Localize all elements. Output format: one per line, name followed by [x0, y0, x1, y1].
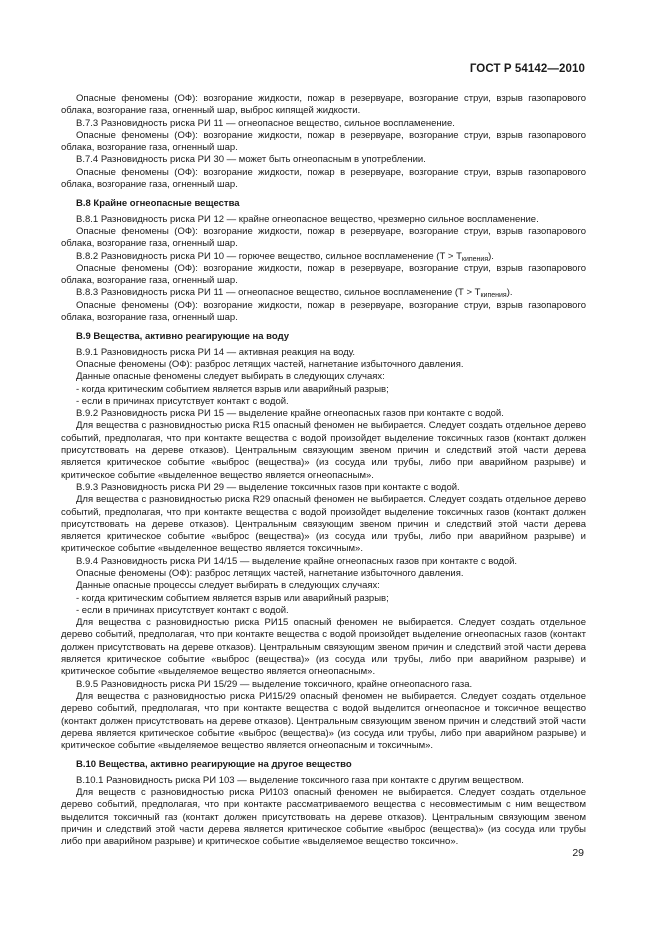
paragraph: В.9.4 Разновидность риска РИ 14/15 — выделение крайне огнеопасных газов при контакте с водой.: [76, 555, 518, 567]
paragraph: В.8.1 Разновидность риска РИ 12 — крайне огнеопасное вещество, чрезмерно сильное воспламенение.: [76, 213, 539, 225]
section-heading: В.9 Вещества, активно реагирующие на воду: [76, 331, 290, 343]
paragraph: Опасные феномены (ОФ): возгорание жидкости, пожар в резервуаре, возгорание струи, взрыв газопарового облака, возгорание газа, огненный шар.: [61, 262, 586, 287]
subscript: кипения: [461, 255, 489, 263]
paragraph: В.9.5 Разновидность риска РИ 15/29 — выделение токсичного, крайне огнеопасного газа.: [76, 678, 473, 690]
paragraph: - если в причинах присутствует контакт с водой.: [76, 395, 289, 407]
paragraph: Опасные феномены (ОФ): разброс летящих частей, нагнетание избыточного давления.: [76, 358, 464, 370]
paragraph: Для веществ с разновидностью риска РИ103 опасный феномен не выбирается. Следует создать отдельное дерево событий, предполагая, что при контакте рассматриваемого вещества с несовместимым с ним веществом выделится токсичный газ (контакт должен присутствовать на дереве отказов). Центральным связующим звеном причин и следствий этой части дерева является критическое событие «выброс (вещества)» (из сосуда или трубы либо при аварийном разрыве) и критическое событие «выделяемое вещество токсично».: [61, 787, 586, 848]
paragraph: Для вещества с разновидностью риска R29 опасный феномен не выбирается. Следует создать отдельное дерево событий, предполагая, что при контакте вещества с водой произойдет выделение токсичных газов (контакт должен присутствовать на дереве отказов). Центральным связующим звеном причин и следствий этой части дерева является критическое событие «выброс (вещества)» (из сосуда или трубы, либо при аварийном разрыве) и критическое событие «выделенное вещество является токсичным».: [61, 494, 586, 555]
section-heading: В.8 Крайне огнеопасные вещества: [76, 198, 240, 210]
paragraph: В.8.3 Разновидность риска РИ 11 — огнеопасное вещество, сильное воспламенение $(Т > Т_{кипения})$.: [76, 287, 513, 300]
paragraph: Опасные феномены (ОФ): разброс летящих частей, нагнетание избыточного давления.: [76, 567, 464, 579]
paragraph: В.9.2 Разновидность риска РИ 15 — выделение крайне огнеопасных газов при контакте с водой.: [76, 408, 504, 420]
paragraph: В.10.1 Разновидность риска РИ 103 — выделение токсичного газа при контакте с другим веществом.: [76, 774, 524, 786]
paragraph: Опасные феномены (ОФ): возгорание жидкости, пожар в резервуаре, возгорание струи, взрыв газопарового облака, возгорание газа, огненный шар, выброс кипящей жидкости.: [61, 93, 586, 117]
paragraph: Опасные феномены (ОФ): возгорание жидкости, пожар в резервуаре, возгорание струи, взрыв газопарового облака, возгорание газа, огненный шар.: [61, 129, 586, 154]
subscript: кипения: [480, 292, 507, 300]
paragraph: В.7.3 Разновидность риска РИ 11 — огнеопасное вещество, сильное воспламенение.: [76, 117, 455, 129]
paragraph: В.7.4 Разновидность риска РИ 30 — может быть огнеопасным в употреблении.: [76, 154, 426, 166]
document-body: [61, 93, 586, 849]
paragraph: Данные опасные процессы следует выбирать в следующих случаях:: [76, 580, 380, 592]
paragraph: В.9.1 Разновидность риска РИ 14 — активная реакция на воду.: [76, 346, 356, 358]
paragraph: В.9.3 Разновидность риска РИ 29 — выделение токсичных газов при контакте с водой.: [76, 481, 460, 493]
paragraph: Для вещества с разновидностью риска R15 опасный феномен не выбирается. Следует создать отдельное дерево событий, предполагая, что при контакте вещества с водой произойдет выделение токсичных газов (контакт должен присутствовать на дереве отказов). Центральным связующим звеном причин и следствий этой части дерева является критическое событие «выброс (вещества)» (из сосуда или трубы, либо при аварийном разрыве) и критическое событие «выделенное вещество является огнеопасным».: [61, 420, 586, 481]
paragraph: Опасные феномены (ОФ): возгорание жидкости, пожар в резервуаре, возгорание струи, взрыв газопарового облака, возгорание газа, огненный шар.: [61, 166, 586, 191]
paragraph: Для вещества с разновидностью риска РИ15 опасный феномен не выбирается. Следует создать отдельное дерево событий, предполагая, что при контакте вещества с водой произойдет выделение огнеопасных газов (контакт должен присутствовать на дереве отказов). Центральным связующим звеном причин и следствий этой части дерева является критическое событие «выброс (вещества)» (из сосуда или трубы, либо при аварийном разрыве) и критическое событие «выделяемое вещество является огнеопасным».: [61, 617, 586, 678]
standard-header: ГОСТ Р 54142—2010: [469, 63, 585, 75]
paragraph: - если в причинах присутствует контакт с водой.: [76, 604, 289, 616]
page-number: 29: [572, 847, 584, 859]
paragraph: В.8.2 Разновидность риска РИ 10 — горючее вещество, сильное воспламенение $(Т > Т_{кипения})$.: [76, 250, 494, 263]
section-heading: В.10 Вещества, активно реагирующие на другое вещество: [76, 759, 352, 771]
paragraph: - когда критическим событием является взрыв или аварийный разрыв;: [76, 592, 389, 604]
paragraph: - когда критическим событием является взрыв или аварийный разрыв;: [76, 383, 389, 395]
paragraph: Данные опасные феномены следует выбирать в следующих случаях:: [76, 371, 385, 383]
paragraph: Опасные феномены (ОФ): возгорание жидкости, пожар в резервуаре, возгорание струи, взрыв газопарового облака, возгорание газа, огненный шар.: [61, 299, 586, 324]
paragraph: Для вещества с разновидностью риска РИ15/29 опасный феномен не выбирается. Следует создать отдельное дерево событий, предполагая, что при контакте вещества с водой выделится огнеопасное и токсичное вещество (контакт должен присутствовать на дереве отказов). Центральным связующим звеном причин и следствий этой части дерева является критическое событие «выброс (вещества)» (из сосуда или трубы, либо при аварийном разрыве) и критическое событие «выделяемое вещество является огнеопасным и токсичным».: [61, 690, 586, 752]
paragraph: Опасные феномены (ОФ): возгорание жидкости, пожар в резервуаре, возгорание струи, взрыв газопарового облака, возгорание газа, огненный шар.: [61, 225, 586, 250]
